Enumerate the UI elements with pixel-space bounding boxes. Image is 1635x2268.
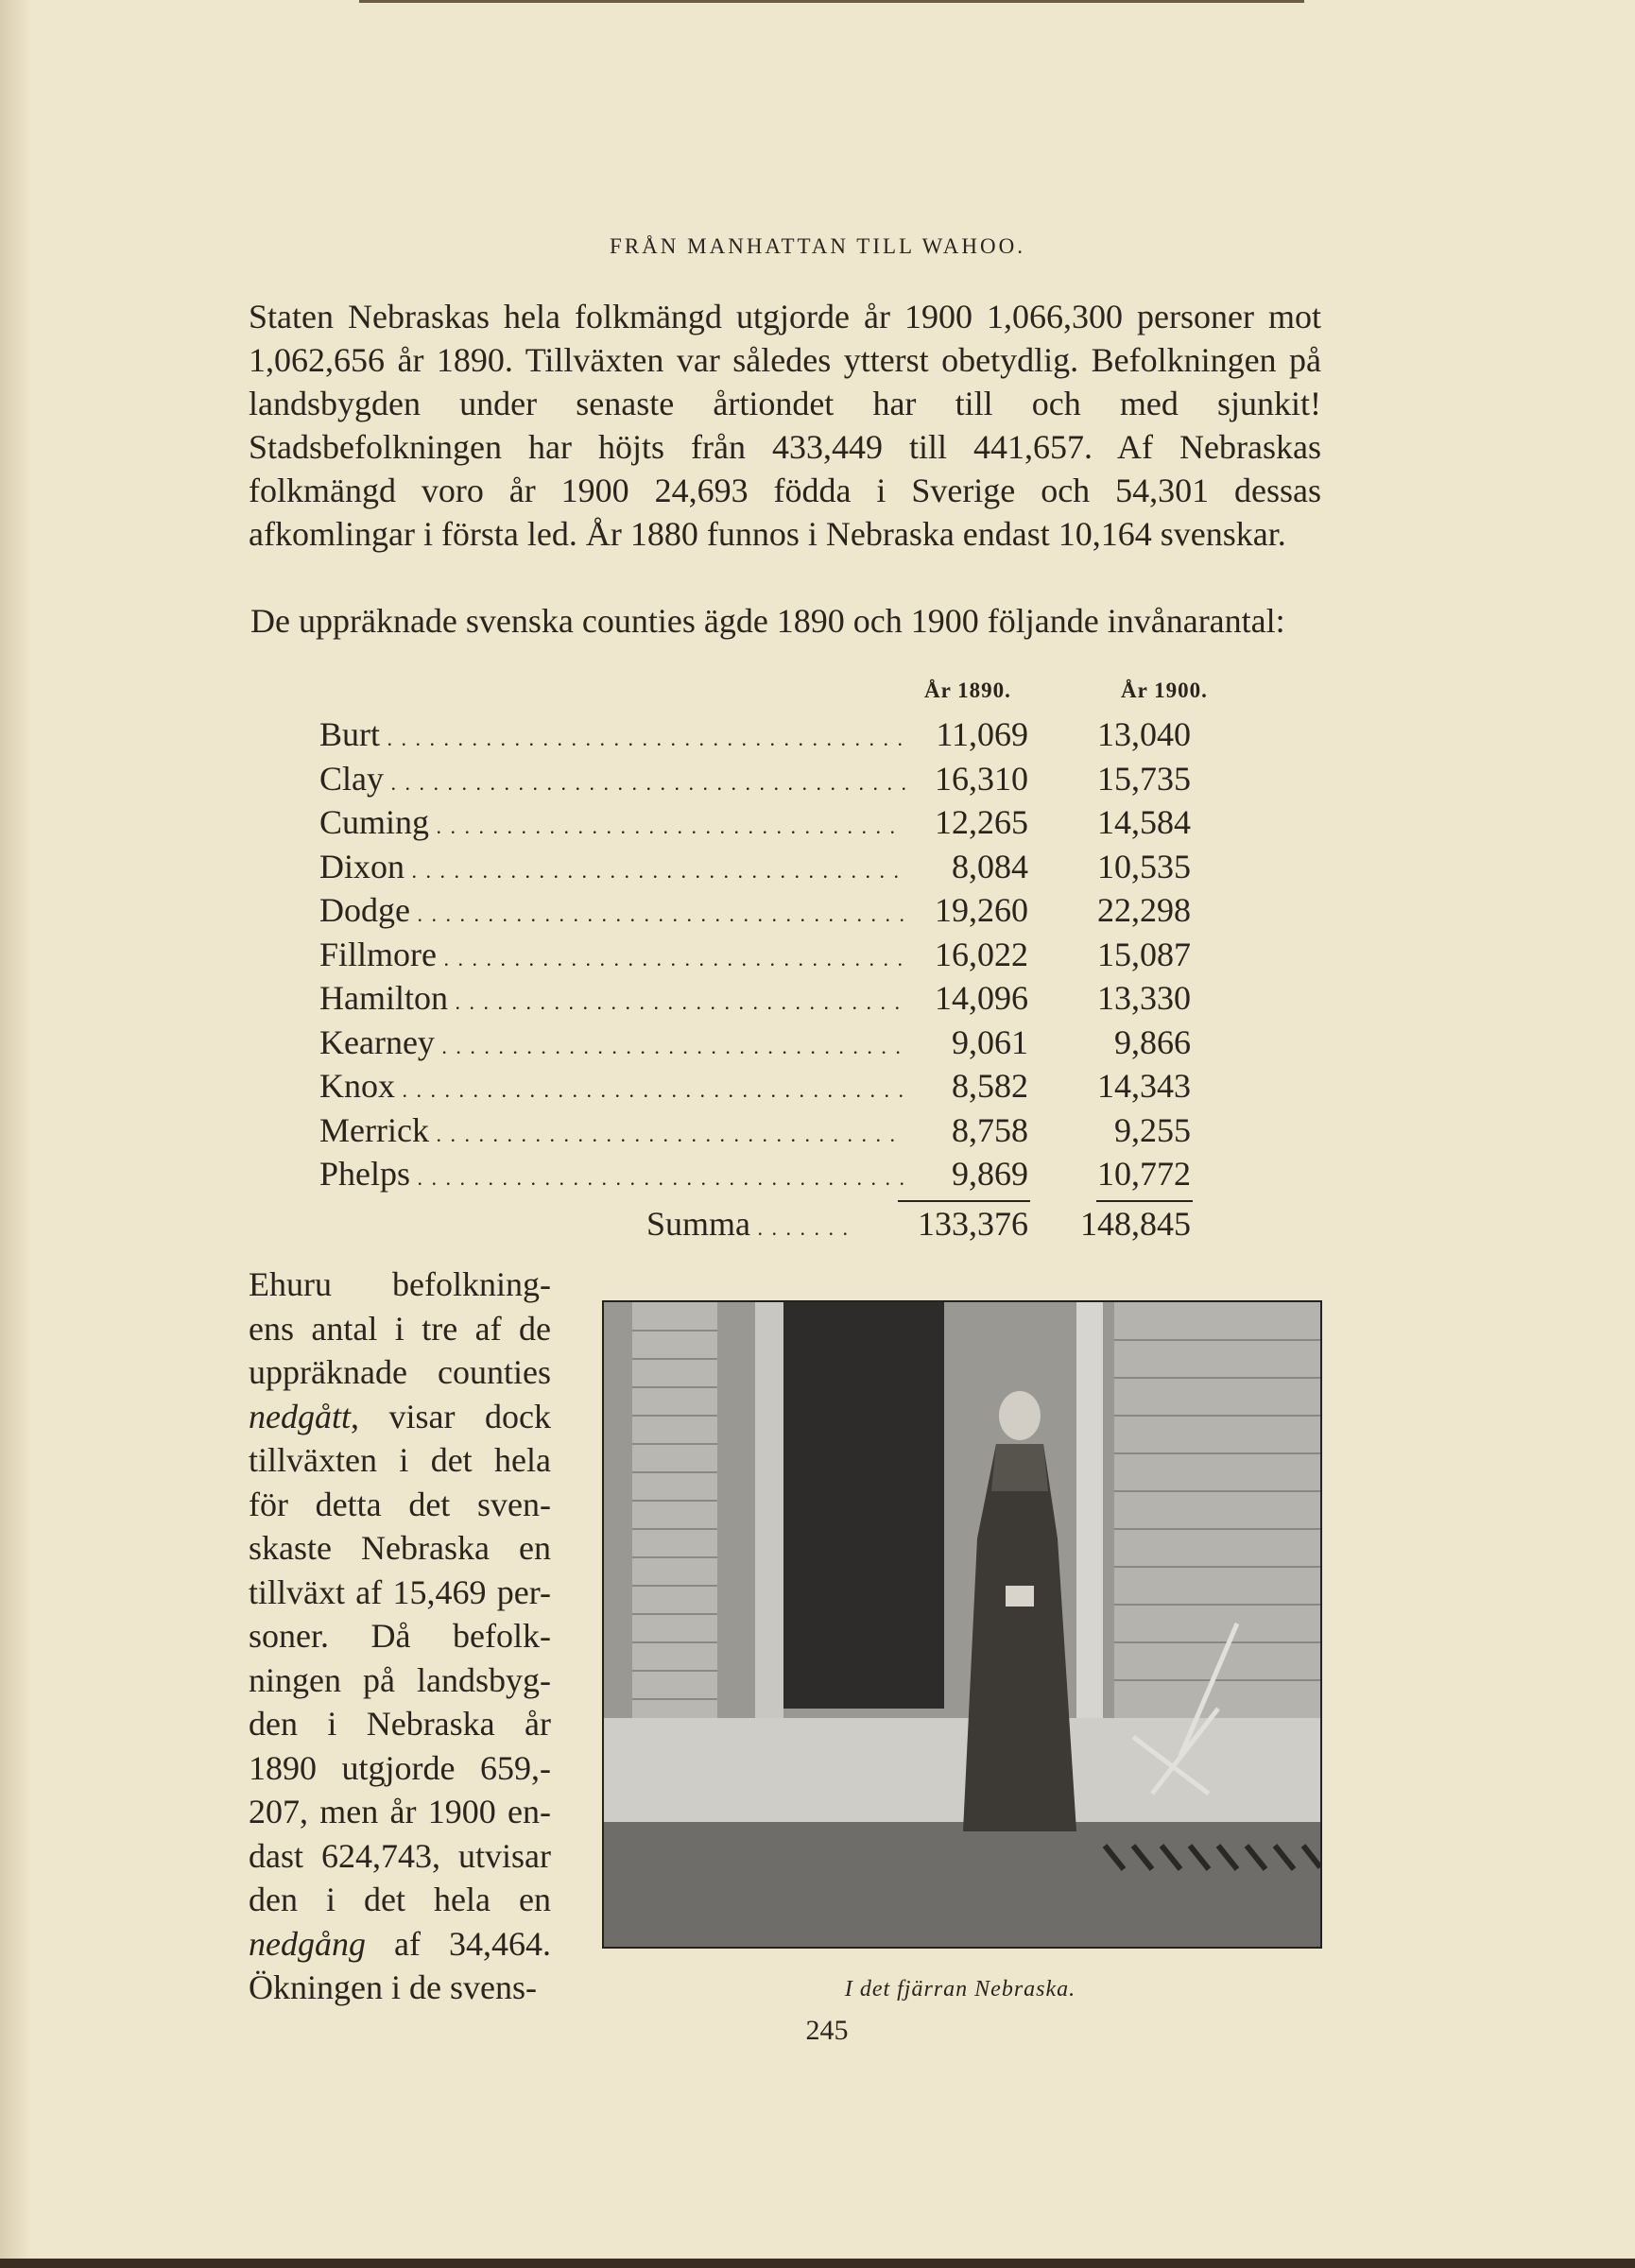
table-row (319, 976, 1227, 1020)
population-1900: 10,535 (1097, 847, 1191, 885)
summa-label: Summa . . . (646, 1202, 892, 1250)
text-line: för detta det sven- (249, 1485, 551, 1523)
table-row (319, 1108, 1227, 1152)
population-1890: 8,084 (905, 845, 1028, 888)
text-line: nedgång af 34,464. (249, 1924, 551, 1963)
table-row (319, 1152, 1227, 1195)
population-1890: 12,265 (905, 800, 1028, 844)
text-line: Ökningen i de svens- (249, 1968, 537, 2006)
county-name: Fillmore . . . (319, 933, 905, 981)
population-1900: 15,735 (1097, 759, 1191, 798)
table-row (319, 713, 1227, 756)
narrow-text-column (249, 1263, 551, 2010)
population-1900: 13,330 (1097, 979, 1191, 1017)
summa-1890: 133,376 (918, 1205, 1028, 1243)
text-line: den i det hela en (249, 1881, 551, 1918)
county-name: Hamilton . . . (319, 976, 905, 1024)
population-1900: 13,040 (1097, 715, 1191, 753)
text-line: skaste Nebraska en (249, 1529, 551, 1567)
table-row (319, 800, 1227, 844)
population-1900: 22,298 (1097, 891, 1191, 929)
population-1890: 16,022 (905, 933, 1028, 976)
table-summa-row (319, 1202, 1227, 1246)
population-1900: 15,087 (1097, 935, 1191, 973)
text-line: uppräknade counties (249, 1353, 551, 1391)
table-row (319, 933, 1227, 976)
county-name: Knox . . . (319, 1064, 905, 1112)
population-1900: 9,255 (1114, 1110, 1191, 1149)
text-line: ningen på landsbyg- (249, 1660, 551, 1699)
county-name: Cuming . . . (319, 800, 905, 849)
county-name: Burt . . . (319, 713, 905, 761)
table-row (319, 1021, 1227, 1064)
text-line: soner. Då befolk- (249, 1617, 551, 1655)
table-header-1890: År 1890. (924, 679, 1011, 702)
population-1900: 14,343 (1097, 1067, 1191, 1105)
county-name: Merrick . . . (319, 1108, 905, 1157)
text-line: den i Nebraska år (249, 1705, 551, 1743)
population-1890: 9,869 (905, 1152, 1028, 1195)
population-1890: 16,310 (905, 757, 1028, 800)
population-1890: 19,260 (905, 888, 1028, 932)
text-line: nedgått, visar dock (249, 1397, 551, 1435)
text-line: Ehuru befolkning- (249, 1265, 551, 1303)
county-name: Dixon . . . (319, 845, 905, 893)
table-row (319, 845, 1227, 888)
paragraph-population: Staten Nebraskas hela folkmängd utgjorde år 1900 1,066,300 personer mot 1,062,656 år 1890. Tillväxten var således ytterst obetydlig. Befolkningen på landsbygden under senaste årtiondet har till och med sjunkit! Stadsbefolkningen har höjts från 433,449 till 441,657. Af Nebraskas folkmängd voro år 1900 24,693 födda i Sverige och 54,301 dessas afkomlingar i första led. År 1880 funnos i Nebraska endast 10,164 svenskar. (249, 298, 1321, 553)
county-name: Clay . . . (319, 757, 905, 805)
population-1900: 9,866 (1114, 1022, 1191, 1061)
population-1890: 8,582 (905, 1064, 1028, 1108)
page-top-edge (359, 0, 1304, 3)
text-line: ens antal i tre af de (249, 1309, 551, 1348)
page-binding-edge (0, 0, 32, 2268)
paragraph-counties-intro: De uppräknade svenska counties ägde 1890 och 1900 följande invånarantal: (250, 602, 1285, 640)
text-line: 1890 utgjorde 659,- (249, 1748, 551, 1787)
county-name: Kearney . . . (319, 1021, 905, 1069)
population-1890: 9,061 (905, 1021, 1028, 1064)
text-line: dast 624,743, utvisar (249, 1836, 551, 1875)
population-1900: 14,584 (1097, 803, 1191, 841)
running-head: FRÅN MANHATTAN TILL WAHOO. (610, 234, 1025, 258)
table-row (319, 888, 1227, 932)
summa-1900: 148,845 (1080, 1205, 1191, 1243)
page-number: 245 (805, 2015, 849, 2046)
text-line: tillväxt af 15,469 per- (249, 1572, 551, 1611)
table-row (319, 1064, 1227, 1108)
table-row (319, 757, 1227, 800)
page-bottom-edge (0, 2259, 1635, 2268)
text-line: 207, men år 1900 en- (249, 1793, 551, 1830)
county-name: Dodge . . . (319, 888, 905, 936)
population-1890: 14,096 (905, 976, 1028, 1020)
population-1900: 10,772 (1097, 1155, 1191, 1193)
photograph-woman-on-porch (602, 1300, 1322, 1949)
county-name: Phelps . . . (319, 1152, 905, 1200)
table-header-1900: År 1900. (1121, 679, 1208, 702)
photo-caption: I det fjärran Nebraska. (844, 1977, 1076, 2002)
text-line: tillväxten i det hela (249, 1441, 551, 1479)
population-1890: 11,069 (905, 713, 1028, 756)
population-1890: 8,758 (905, 1108, 1028, 1152)
